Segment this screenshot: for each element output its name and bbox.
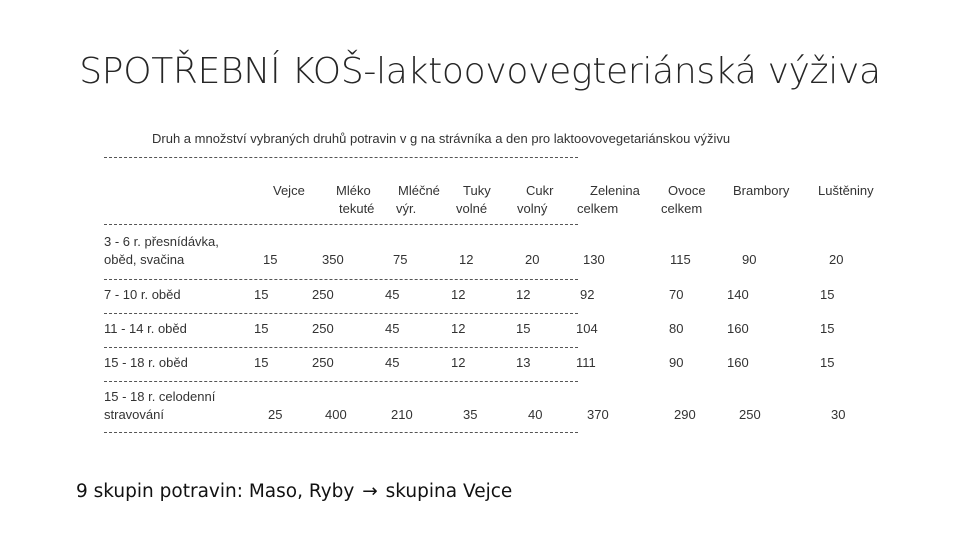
table-cell-value: 400 bbox=[325, 407, 347, 422]
table-cell-value: 92 bbox=[580, 287, 595, 302]
table-rule bbox=[104, 432, 578, 433]
table-cell-value: 15 bbox=[820, 287, 835, 302]
table-cell-value: 160 bbox=[727, 355, 749, 370]
table-cell-value: 20 bbox=[829, 252, 844, 267]
row-label: 11 - 14 r. oběd bbox=[104, 321, 187, 336]
table-cell-value: 12 bbox=[451, 355, 466, 370]
table-cell-value: 30 bbox=[831, 407, 846, 422]
table-caption: Druh a množství vybraných druhů potravin v g na strávníka a den pro laktoovovegetariánskou výživu bbox=[152, 131, 731, 146]
note-text-before: 9 skupin potravin: Maso, Ryby bbox=[76, 481, 355, 502]
table-cell-value: 75 bbox=[393, 252, 408, 267]
table-cell-value: 45 bbox=[385, 321, 400, 336]
row-label: 15 - 18 r. celodenní bbox=[104, 389, 216, 404]
table-cell-value: 12 bbox=[459, 252, 474, 267]
table-cell-value: 45 bbox=[385, 287, 400, 302]
table-cell-value: 90 bbox=[742, 252, 757, 267]
table-cell-value: 70 bbox=[669, 287, 684, 302]
table-cell-value: 115 bbox=[670, 252, 691, 267]
column-header: Vejce bbox=[273, 183, 305, 198]
row-label: 7 - 10 r. oběd bbox=[104, 287, 181, 302]
column-header: Brambory bbox=[733, 183, 790, 198]
column-header: Ovoce bbox=[668, 183, 706, 198]
table-cell-value: 35 bbox=[463, 407, 478, 422]
row-label: 15 - 18 r. oběd bbox=[104, 355, 188, 370]
table-cell-value: 104 bbox=[576, 321, 598, 336]
column-header: Mléko bbox=[336, 183, 371, 198]
row-label: 3 - 6 r. přesnídávka, bbox=[104, 234, 219, 249]
table-cell-value: 140 bbox=[727, 287, 749, 302]
table-cell-value: 45 bbox=[385, 355, 400, 370]
column-header: celkem bbox=[661, 201, 703, 216]
table-rule bbox=[104, 157, 578, 158]
slide-title: SPOTŘEBNÍ KOŠ-laktoovovegteriánská výživa bbox=[79, 51, 881, 92]
table-cell-value: 250 bbox=[739, 407, 761, 422]
bottom-note bbox=[76, 480, 512, 504]
table-cell-value: 15 bbox=[254, 355, 269, 370]
table-cell-value: 350 bbox=[322, 252, 344, 267]
column-header: Tuky bbox=[463, 183, 491, 198]
row-label: oběd, svačina bbox=[104, 252, 185, 267]
table-cell-value: 80 bbox=[669, 321, 684, 336]
column-header: Mléčné bbox=[398, 183, 440, 198]
column-header: tekuté bbox=[339, 201, 375, 216]
table-cell-value: 40 bbox=[528, 407, 543, 422]
note-text-after: skupina Vejce bbox=[385, 481, 513, 502]
column-header: Luštěniny bbox=[818, 183, 874, 198]
table-rule bbox=[104, 313, 578, 314]
column-header: volné bbox=[456, 201, 488, 216]
table-cell-value: 15 bbox=[516, 321, 531, 336]
table-cell-value: 20 bbox=[525, 252, 540, 267]
table-rule bbox=[104, 381, 578, 382]
table-rule bbox=[104, 347, 578, 348]
column-header: celkem bbox=[577, 201, 619, 216]
table-cell-value: 160 bbox=[727, 321, 749, 336]
table-cell-value: 370 bbox=[587, 407, 609, 422]
table-rule bbox=[104, 224, 578, 225]
column-header: výr. bbox=[396, 201, 417, 216]
table-cell-value: 250 bbox=[312, 321, 334, 336]
table-cell-value: 15 bbox=[254, 321, 269, 336]
table-cell-value: 12 bbox=[516, 287, 531, 302]
table-cell-value: 13 bbox=[516, 355, 531, 370]
table-cell-value: 250 bbox=[312, 287, 334, 302]
table-cell-value: 15 bbox=[263, 252, 278, 267]
table-cell-value: 290 bbox=[674, 407, 696, 422]
table-cell-value: 250 bbox=[312, 355, 334, 370]
column-header: Zelenina bbox=[590, 183, 640, 198]
table-rule bbox=[104, 279, 578, 280]
table-cell-value: 12 bbox=[451, 321, 466, 336]
table-cell-value: 15 bbox=[820, 355, 835, 370]
table-cell-value: 90 bbox=[669, 355, 684, 370]
table-cell-value: 25 bbox=[268, 407, 283, 422]
table-cell-value: 111 bbox=[576, 355, 596, 370]
table-cell-value: 12 bbox=[451, 287, 466, 302]
table-cell-value: 210 bbox=[391, 407, 413, 422]
table-cell-value: 15 bbox=[254, 287, 269, 302]
row-label: stravování bbox=[104, 407, 164, 422]
right-arrow-icon: → bbox=[362, 481, 378, 502]
column-header: Cukr bbox=[526, 183, 554, 198]
table-cell-value: 130 bbox=[583, 252, 605, 267]
table-cell-value: 15 bbox=[820, 321, 835, 336]
column-header: volný bbox=[517, 201, 548, 216]
